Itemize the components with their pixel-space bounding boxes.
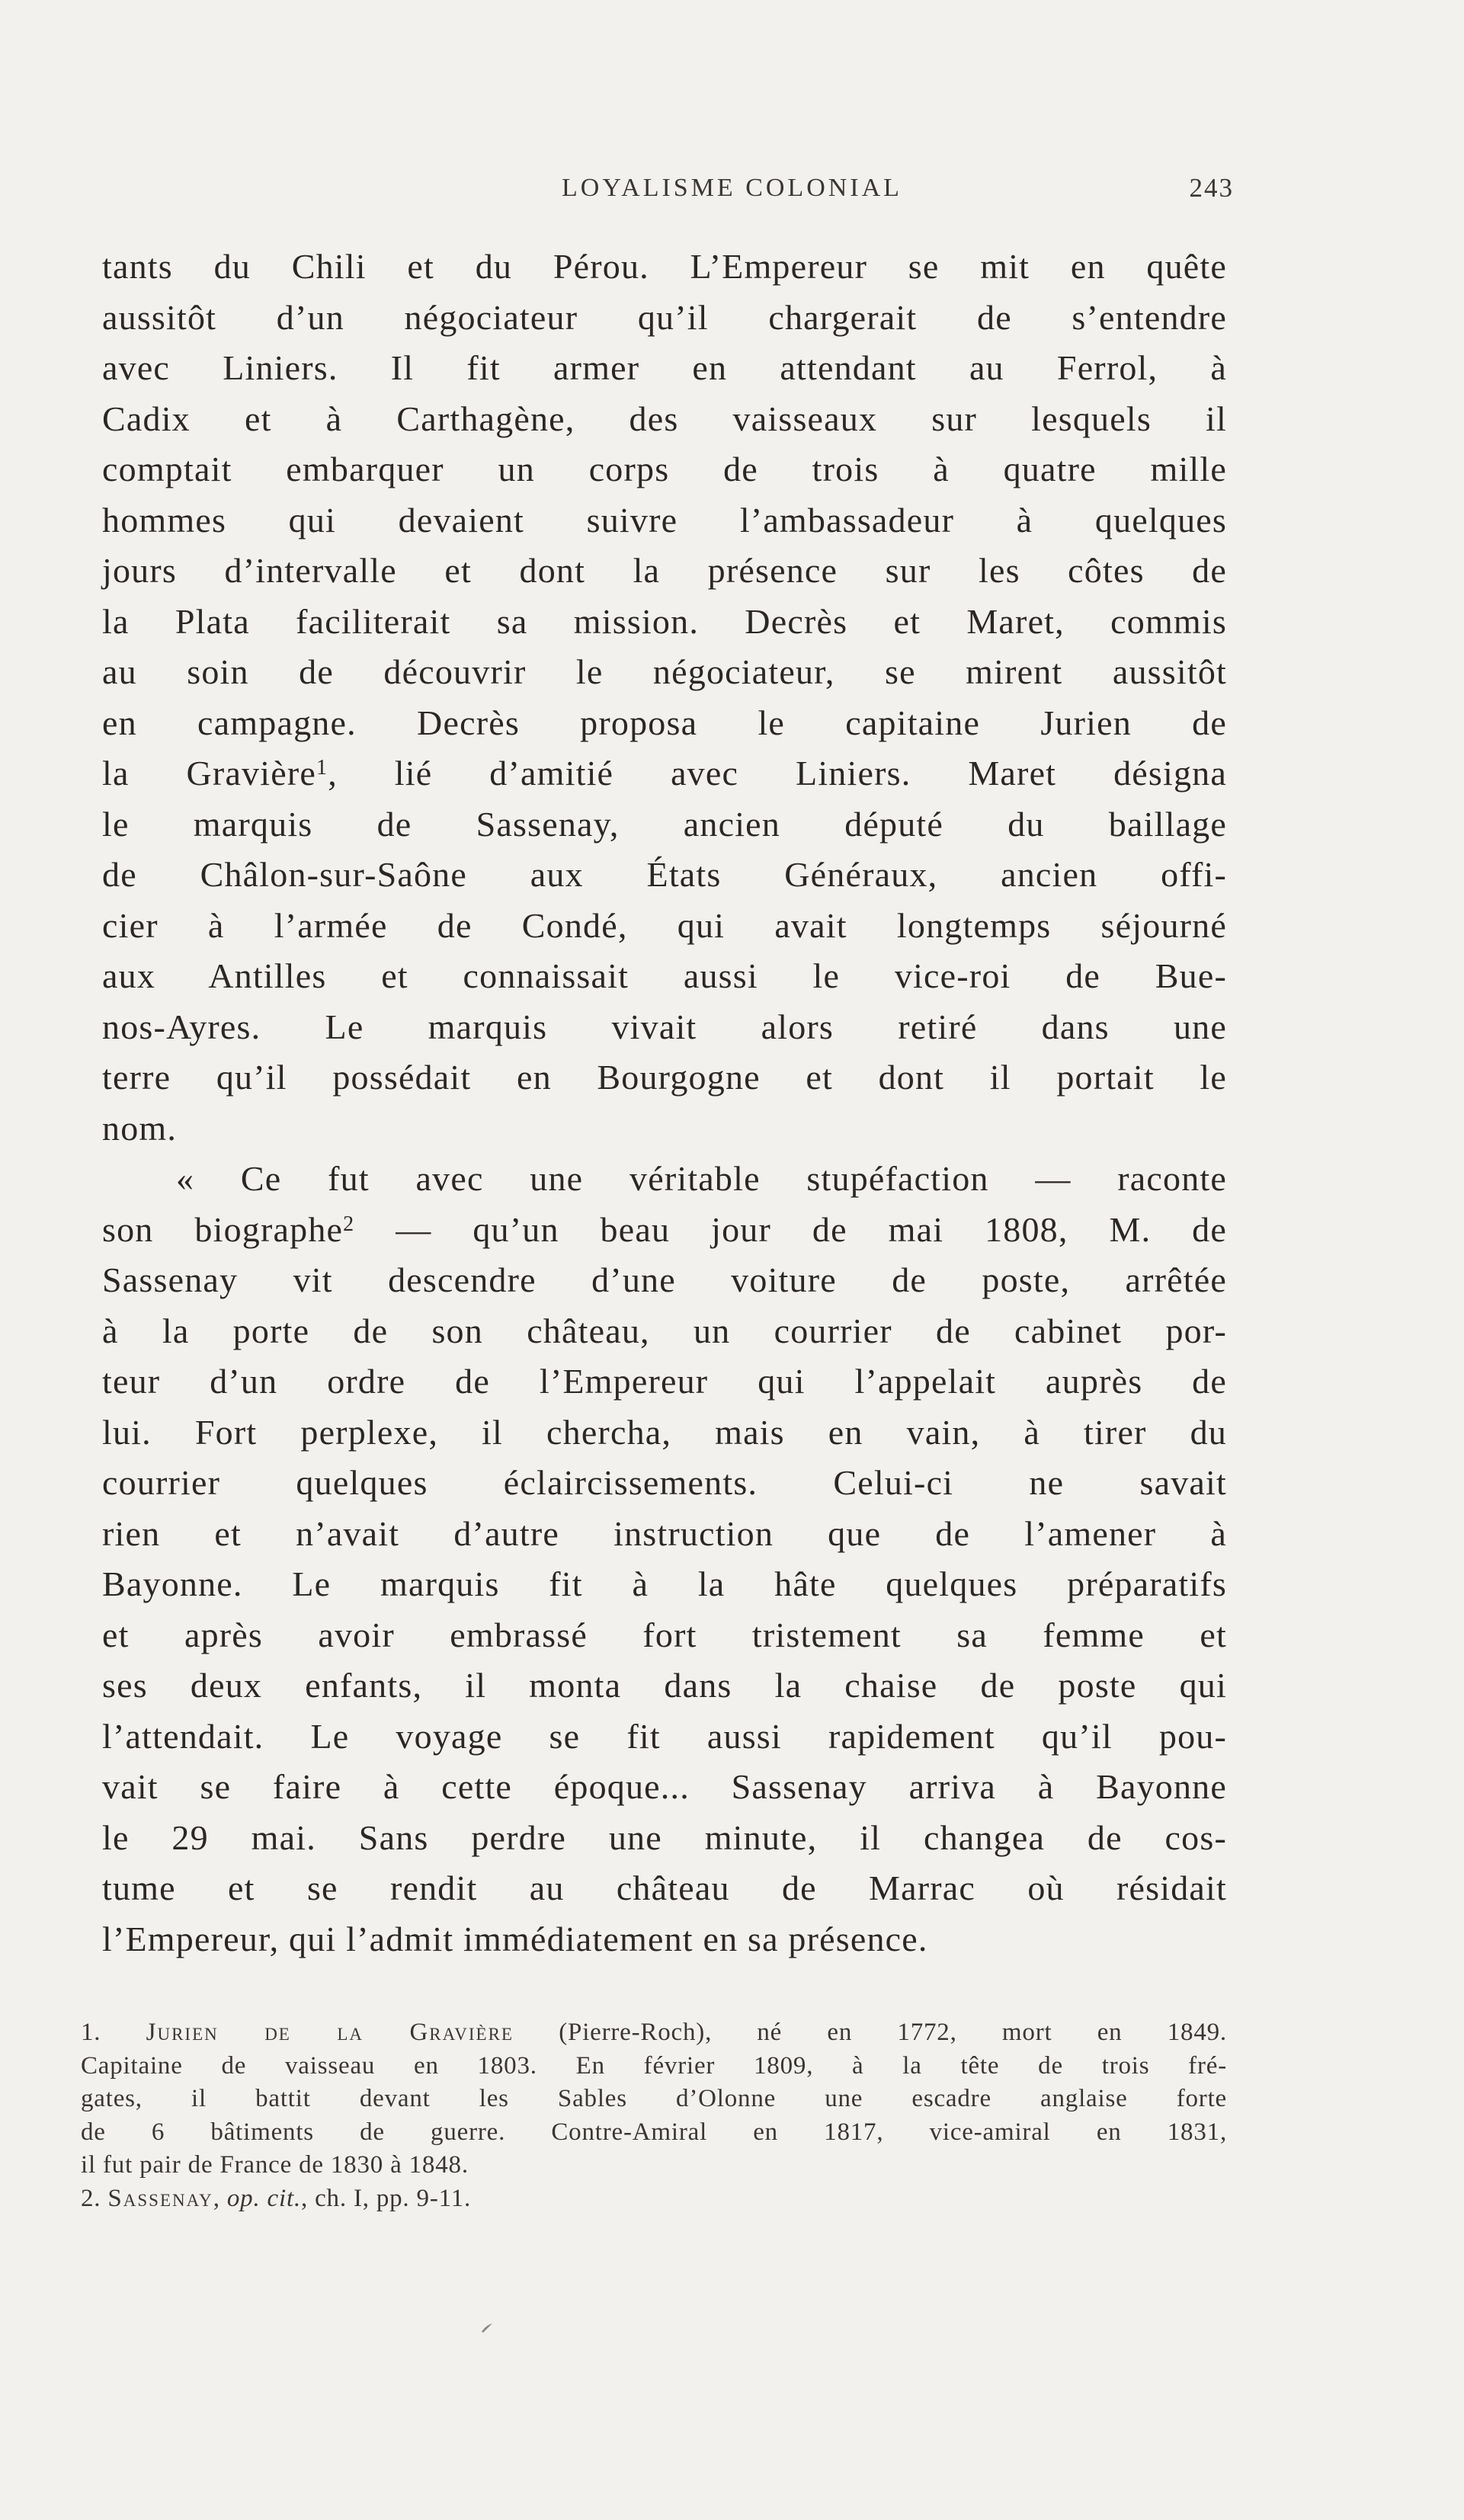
footnote-1-line (81, 2016, 1227, 2050)
text-line: courrier quelques éclaircissements. Celui-ci ne savait (102, 1463, 1227, 1502)
text-line: nos-Ayres. Le marquis vivait alors retiré dans une (102, 1007, 1227, 1046)
footnotes (81, 2016, 1227, 2215)
text-line: le marquis de Sassenay, ancien député du baillage (102, 804, 1227, 844)
footnote-1-number: 1. (81, 2019, 101, 2046)
text-line: le 29 mai. Sans perdre une minute, il changea de cos- (102, 1817, 1227, 1857)
text-line (102, 748, 1227, 799)
text-fragment: , ch. I, pp. 9-11. (301, 2184, 472, 2212)
text-line: l’attendait. Le voyage se fit aussi rapidement qu’il pou- (102, 1716, 1227, 1756)
footnote-2-author: Sassenay (107, 2184, 213, 2212)
text-line: aux Antilles et connaissait aussi le vice-roi de Bue- (102, 956, 1227, 995)
text-line: « Ce fut avec une véritable stupéfaction — raconte (176, 1159, 1227, 1198)
text-line (102, 1205, 1227, 1256)
text-line: nom. (102, 1108, 178, 1148)
footnote-1-line: Capitaine de vaisseau en 1803. En février 1809, à la tête de trois fré- (81, 2051, 1227, 2080)
footnote-reference[interactable]: 2 (343, 1212, 355, 1236)
text-line: à la porte de son château, un courrier de cabinet por- (102, 1311, 1227, 1350)
running-title: LOYALISME COLONIAL (562, 174, 902, 202)
text-line: aussitôt d’un négociateur qu’il chargerait de s’entendre (102, 297, 1227, 337)
footnote-1-line: gates, il battit devant les Sables d’Olonne une escadre anglaise forte (81, 2085, 1227, 2112)
text-line: et après avoir embrassé fort tristement sa femme et (102, 1615, 1227, 1654)
text-fragment: son biographe (102, 1209, 344, 1249)
text-fragment: , lié d’amitié avec Liniers. Maret désigna (328, 754, 1227, 793)
text-fragment: (Pierre-Roch), né en 1772, mort en 1849. (513, 2019, 1227, 2046)
text-line: jours d’intervalle et dont la présence sur les côtes de (102, 551, 1227, 590)
text-line: comptait embarquer un corps de trois à quatre mille (102, 450, 1227, 488)
text-fragment: — qu’un beau jour de mai 1808, M. de (354, 1209, 1227, 1249)
text-line: tants du Chili et du Pérou. L’Empereur se mit en quête (102, 247, 1227, 286)
footnote-reference[interactable]: 1 (316, 756, 328, 780)
text-line: Cadix et à Carthagène, des vaisseaux sur lesquels il (102, 399, 1227, 438)
text-line: terre qu’il possédait en Bourgogne et dont il portait le (102, 1058, 1227, 1097)
text-fragment: la Gravière (102, 754, 316, 793)
footnote-2-op: op. cit. (226, 2184, 301, 2212)
footnote-1-author: Jurien de la Gravière (146, 2019, 514, 2046)
text-line: en campagne. Decrès proposa le capitaine Jurien de (102, 703, 1227, 742)
body-text (102, 242, 1227, 1964)
text-line: avec Liniers. Il fit armer en attendant au Ferrol, à (102, 348, 1227, 387)
text-line: Sassenay vit descendre d’une voiture de poste, arrêtée (102, 1260, 1227, 1299)
text-line: Bayonne. Le marquis fit à la hâte quelques préparatifs (102, 1564, 1227, 1603)
page-number: 243 (1189, 173, 1234, 203)
text-line: l’Empereur, qui l’admit immédiatement en sa présence. (102, 1919, 928, 1958)
footnote-1-line: il fut pair de France de 1830 à 1848. (81, 2151, 469, 2179)
running-head (0, 170, 1464, 207)
text-line: vait se faire à cette époque... Sassenay arriva à Bayonne (102, 1767, 1227, 1806)
footnote-1-line: de 6 bâtiments de guerre. Contre-Amiral en 1817, vice-amiral en 1831, (81, 2118, 1227, 2146)
text-line: ses deux enfants, il monta dans la chaise de poste qui (102, 1666, 1227, 1705)
text-line: au soin de découvrir le négociateur, se mirent aussitôt (102, 652, 1227, 691)
text-line: teur d’un ordre de l’Empereur qui l’appelait auprès de (102, 1362, 1227, 1401)
text-line: hommes qui devaient suivre l’ambassadeur à quelques (102, 500, 1227, 540)
text-line: de Châlon-sur-Saône aux États Généraux, ancien offi- (102, 855, 1227, 894)
text-line: lui. Fort perplexe, il chercha, mais en vain, à tirer du (102, 1412, 1227, 1452)
text-line: tume et se rendit au château de Marrac où résidait (102, 1868, 1227, 1907)
text-line: la Plata faciliterait sa mission. Decrès et Maret, commis (102, 601, 1227, 641)
footnote-2-number: 2. (81, 2184, 101, 2212)
text-line: rien et n’avait d’autre instruction que de l’amener à (102, 1513, 1227, 1553)
text-line: cier à l’armée de Condé, qui avait longtemps séjourné (102, 905, 1227, 945)
footnote-2-line: 2. Sassenay, op. cit., ch. I, pp. 9-11. (81, 2184, 472, 2212)
ornament-icon (480, 2323, 494, 2333)
